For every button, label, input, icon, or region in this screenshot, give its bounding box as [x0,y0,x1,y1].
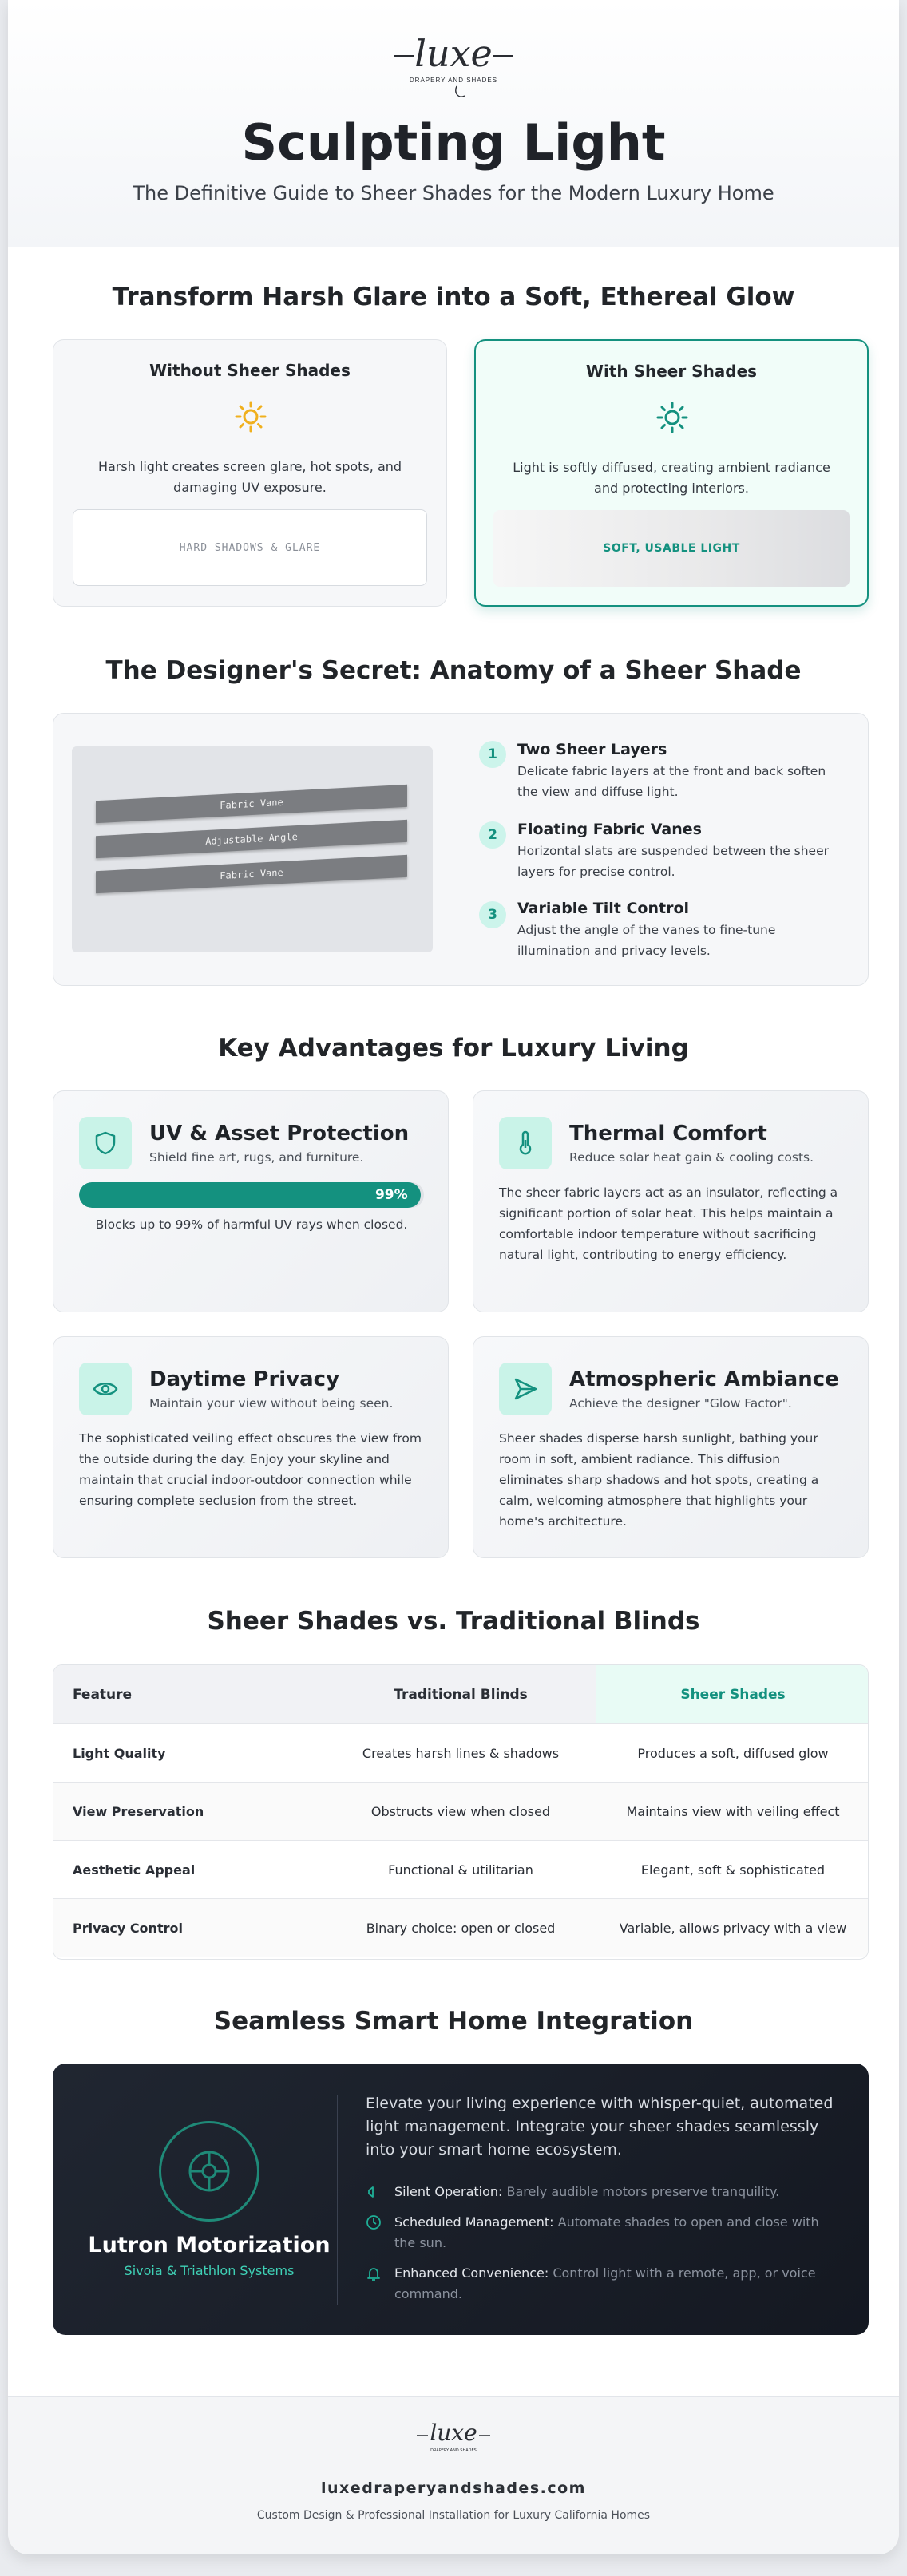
smart-home-panel [53,2064,869,2335]
row-traditional: Functional & utilitarian [388,1862,533,1878]
footer [8,2396,899,2554]
thermal-body: The sheer fabric layers act as an insulator, reflecting a significant portion of solar heat. This helps maintain a comfortable indoor temperature without sacrificing natural light, contributing to energy efficiency. [499,1185,838,1262]
target-icon [185,2147,233,2195]
uv-progress-fill [79,1182,421,1208]
ambiance-subtitle: Achieve the designer "Glow Factor". [569,1396,792,1411]
logo-wordmark: luxe [414,32,493,75]
page-title: Sculpting Light [241,113,666,172]
uv-progress-track [79,1182,424,1208]
without-heading: Without Sheer Shades [149,361,351,380]
speaker-icon [366,2184,382,2200]
privacy-title: Daytime Privacy [149,1367,340,1391]
logo-tagline: DRAPERY AND SHADES [409,77,498,84]
step-text: Delicate fabric layers at the front and back soften the view and diffuse light. [517,764,826,799]
thermometer-icon [499,1117,552,1169]
bell-icon [366,2265,382,2281]
vane-label: Fabric Vane [96,785,407,823]
shield-icon [79,1117,132,1169]
shade-diagram [72,746,433,952]
header-feature: Feature [73,1686,133,1703]
vane-label: Adjustable Angle [96,820,407,858]
row-sheer: Elegant, soft & sophisticated [640,1862,826,1878]
header-traditional: Traditional Blinds [394,1686,528,1703]
table-row [53,1841,869,1899]
hard-shadows-demo [73,509,427,586]
soft-light-label: SOFT, USABLE LIGHT [603,542,740,555]
step-title: Two Sheer Layers [517,741,667,758]
row-feature: View Preservation [73,1803,204,1819]
step-title: Floating Fabric Vanes [517,821,702,838]
uv-title: UV & Asset Protection [149,1122,410,1146]
footer-url[interactable]: luxedraperyandshades.com [321,2479,586,2497]
thermal-comfort-card [473,1090,869,1312]
panel-divider [337,2095,338,2305]
footer-logo-wordmark: luxe [430,2420,477,2446]
soft-sun-icon [656,402,688,433]
row-traditional: Creates harsh lines & shadows [362,1745,560,1761]
motor-emblem [159,2121,259,2222]
table-row [53,1899,869,1957]
daytime-privacy-card [53,1336,449,1558]
feature-key: Silent Operation: [394,2184,503,2199]
table-row [53,1724,869,1783]
feature-text: Automate shades to open and close with the sun. [394,2214,819,2250]
uv-protection-card [53,1090,449,1312]
feature-key: Scheduled Management: [394,2214,554,2230]
row-sheer: Maintains view with veiling effect [626,1803,840,1819]
comparison-table [53,1664,869,1960]
smart-intro: Elevate your living experience with whisper-quiet, automated light management. Integrate your sheer shades seamlessly into your smart home ecosystem. [366,2095,834,2159]
step-number: 1 [479,741,506,768]
header-sheer: Sheer Shades [596,1665,869,1723]
anatomy-section-title: The Designer's Secret: Anatomy of a Sheer Shade [105,656,802,685]
hard-shadows-label: HARD SHADOWS & GLARE [179,541,321,554]
lutron-subtitle: Sivoia & Triathlon Systems [124,2263,295,2278]
without-shades-card [53,339,447,607]
compare-section-title: Transform Harsh Glare into a Soft, Ethereal Glow [112,283,795,311]
with-shades-card [474,339,869,607]
privacy-subtitle: Maintain your view without being seen. [149,1396,394,1411]
step-text: Horizontal slats are suspended between the sheer layers for precise control. [517,844,829,879]
smart-home-section-title: Seamless Smart Home Integration [213,2007,694,2036]
thermal-subtitle: Reduce solar heat gain & cooling costs. [569,1150,814,1165]
step-number: 2 [479,821,506,849]
clock-icon [366,2214,382,2230]
uv-body: Blocks up to 99% of harmful UV rays when closed. [95,1217,408,1232]
row-sheer: Variable, allows privacy with a view [619,1921,847,1936]
row-feature: Light Quality [73,1745,166,1761]
uv-subtitle: Shield fine art, rugs, and furniture. [149,1150,364,1165]
feature-key: Enhanced Convenience: [394,2265,549,2281]
row-sheer: Produces a soft, diffused glow [637,1745,829,1761]
feature-text: Control light with a remote, app, or voice command. [394,2265,816,2301]
without-description: Harsh light creates screen glare, hot spots, and damaging UV exposure. [97,459,402,495]
lutron-title: Lutron Motorization [88,2233,331,2257]
row-feature: Aesthetic Appeal [73,1862,196,1878]
step-text: Adjust the angle of the vanes to fine-tune illumination and privacy levels. [517,923,776,958]
sun-icon [235,401,267,433]
privacy-body: The sophisticated veiling effect obscures the view from the outside during the day. Enjoy your skyline and maintain that crucial indoor-outdoor connection while ensuring complete seclusion from the street. [79,1431,422,1508]
row-feature: Privacy Control [73,1921,183,1936]
footer-logo-tagline: DRAPERY AND SHADES [430,2448,477,2453]
table-row [53,1783,869,1841]
ambiance-body: Sheer shades disperse harsh sunlight, bathing your room in soft, ambient radiance. This diffusion eliminates sharp shadows and hot spots, creating a calm, welcoming atmosphere that highlights your home's architecture. [499,1431,819,1529]
with-description: Light is softly diffused, creating ambient radiance and protecting interiors. [513,460,830,496]
table-header-row [53,1665,869,1724]
uv-progress-label: 99% [374,1187,408,1203]
step-title: Variable Tilt Control [517,900,690,917]
thermal-title: Thermal Comfort [569,1122,767,1146]
page [8,0,899,2554]
with-heading: With Sheer Shades [585,362,758,381]
step-number: 3 [479,901,506,928]
eye-icon [79,1363,132,1415]
soft-light-demo [493,510,850,587]
vane-label: Fabric Vane [96,855,407,893]
brand-logo[interactable] [390,29,517,101]
page-subtitle: The Definitive Guide to Sheer Shades for the Modern Luxury Home [133,182,774,204]
send-icon [499,1363,552,1415]
advantages-section-title: Key Advantages for Luxury Living [218,1034,689,1062]
row-traditional: Obstructs view when closed [370,1803,551,1819]
hero-header [8,0,899,247]
ambiance-card [473,1336,869,1558]
comparison-section-title: Sheer Shades vs. Traditional Blinds [207,1607,700,1636]
footer-tagline: Custom Design & Professional Installation for Luxury California Homes [256,2509,651,2522]
feature-text: Barely audible motors preserve tranquility. [506,2184,780,2199]
ambiance-title: Atmospheric Ambiance [569,1367,839,1391]
row-traditional: Binary choice: open or closed [366,1921,556,1936]
footer-logo[interactable] [414,2418,493,2463]
